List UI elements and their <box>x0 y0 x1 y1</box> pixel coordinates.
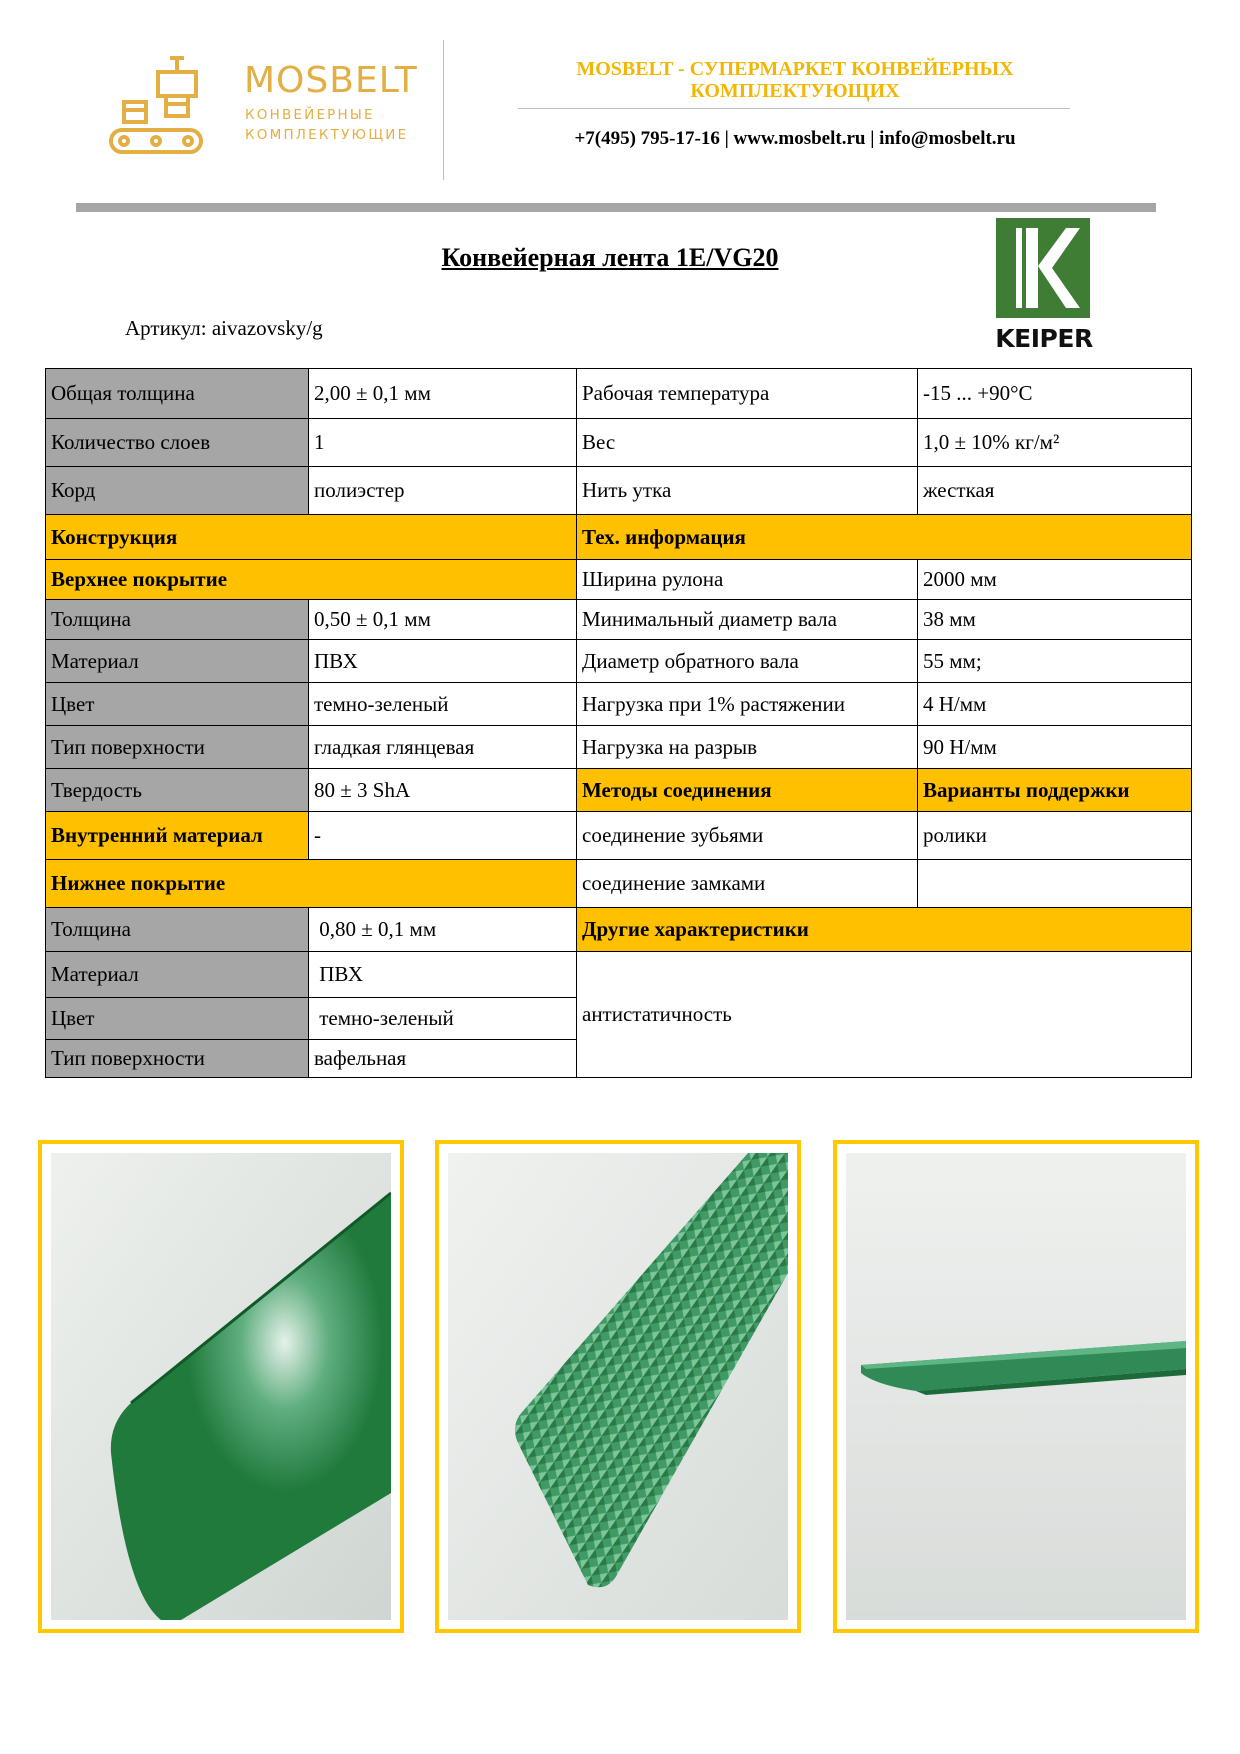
cell-value: ролики <box>918 812 1192 860</box>
cell-value: соединение замками <box>577 860 918 908</box>
cell-value: 90 Н/мм <box>918 726 1192 769</box>
cell-label: Общая толщина <box>46 369 309 419</box>
table-row <box>46 860 1192 908</box>
cell-label: Вес <box>577 419 918 467</box>
cell-label: Количество слоев <box>46 419 309 467</box>
table-row <box>46 515 1192 560</box>
cell-label: Диаметр обратного вала <box>577 640 918 683</box>
cell-label: Нить утка <box>577 467 918 515</box>
table-row <box>46 952 1192 998</box>
cell-label: Рабочая температура <box>577 369 918 419</box>
section-header: Варианты поддержки <box>918 769 1192 812</box>
cell-value: 4 Н/мм <box>918 683 1192 726</box>
cell-value: 1 <box>309 419 577 467</box>
table-row <box>46 600 1192 640</box>
table-row <box>46 467 1192 515</box>
mosbelt-logo <box>108 52 418 162</box>
cell-value: 0,80 ± 0,1 мм <box>309 908 577 952</box>
table-row <box>46 812 1192 860</box>
header-rule <box>76 203 1156 212</box>
cell-label: Ширина рулона <box>577 560 918 600</box>
cell-value: 38 мм <box>918 600 1192 640</box>
photo-top-surface <box>38 1140 404 1633</box>
cell-value: антистатичность <box>577 952 1192 1078</box>
cell-label: Твердость <box>46 769 309 812</box>
header-divider <box>443 40 444 180</box>
section-header: Нижнее покрытие <box>46 860 577 908</box>
article-number: Артикул: aivazovsky/g <box>125 316 323 340</box>
cell-value: 2000 мм <box>918 560 1192 600</box>
logo-subtitle-2: КОМПЛЕКТУЮЩИЕ <box>245 127 409 143</box>
table-row <box>46 683 1192 726</box>
cell-value: вафельная <box>309 1040 577 1078</box>
cell-value: 80 ± 3 ShA <box>309 769 577 812</box>
photo-bottom-surface <box>435 1140 801 1633</box>
slogan-underline <box>518 108 1070 109</box>
cell-value: 55 мм; <box>918 640 1192 683</box>
cell-label: Толщина <box>46 600 309 640</box>
spec-table <box>45 368 1192 1078</box>
page-title: Конвейерная лента 1E/VG20 <box>441 243 779 272</box>
cell-value: 1,0 ± 10% кг/м² <box>918 419 1192 467</box>
section-header: Верхнее покрытие <box>46 560 577 600</box>
cell-value: 2,00 ± 0,1 мм <box>309 369 577 419</box>
cell-value: 0,50 ± 0,1 мм <box>309 600 577 640</box>
cell-value: темно-зеленый <box>309 998 577 1040</box>
table-row <box>46 769 1192 812</box>
cell-value: ПВХ <box>309 952 577 998</box>
slogan: MOSBELT - СУПЕРМАРКЕТ КОНВЕЙЕРНЫХ КОМПЛЕКТУЮЩИХ <box>576 58 1014 102</box>
cell-label: Минимальный диаметр вала <box>577 600 918 640</box>
section-header: Внутренний материал <box>46 812 309 860</box>
section-header: Методы соединения <box>577 769 918 812</box>
table-row <box>46 640 1192 683</box>
table-row <box>46 419 1192 467</box>
cell-label: Тип поверхности <box>46 1040 309 1078</box>
cell-value: - <box>309 812 577 860</box>
cell-label: Корд <box>46 467 309 515</box>
cell-label: Цвет <box>46 998 309 1040</box>
table-row <box>46 560 1192 600</box>
brand-name: KEIPER <box>995 324 1093 353</box>
cell-value: темно-зеленый <box>309 683 577 726</box>
table-row <box>46 726 1192 769</box>
cell-value <box>918 860 1192 908</box>
cell-label: Толщина <box>46 908 309 952</box>
cell-value: ПВХ <box>309 640 577 683</box>
section-header: Другие характеристики <box>577 908 1192 952</box>
cell-label: Материал <box>46 640 309 683</box>
cell-value: гладкая глянцевая <box>309 726 577 769</box>
cell-value: соединение зубьями <box>577 812 918 860</box>
cell-value: полиэстер <box>309 467 577 515</box>
keiper-logo <box>994 218 1094 358</box>
belt-edge-image <box>846 1153 1186 1620</box>
cell-value: жесткая <box>918 467 1192 515</box>
logo-name: MOSBELT <box>244 60 418 101</box>
contacts: +7(495) 795-17-16 | www.mosbelt.ru | info@mosbelt.ru <box>574 128 1016 149</box>
glossy-belt-image <box>51 1153 391 1620</box>
cell-label: Тип поверхности <box>46 726 309 769</box>
section-header: Конструкция <box>46 515 577 560</box>
table-row <box>46 369 1192 419</box>
keiper-k-icon <box>996 218 1090 318</box>
cell-label: Нагрузка при 1% растяжении <box>577 683 918 726</box>
cell-value: -15 ... +90°C <box>918 369 1192 419</box>
cell-label: Нагрузка на разрыв <box>577 726 918 769</box>
cell-label: Материал <box>46 952 309 998</box>
section-header: Тех. информация <box>577 515 1192 560</box>
table-row <box>46 908 1192 952</box>
cell-label: Цвет <box>46 683 309 726</box>
photo-belt-edge <box>833 1140 1199 1633</box>
logo-subtitle-1: КОНВЕЙЕРНЫЕ <box>245 107 375 123</box>
conveyor-logo-icon <box>108 52 238 162</box>
waffle-belt-image <box>448 1153 788 1620</box>
